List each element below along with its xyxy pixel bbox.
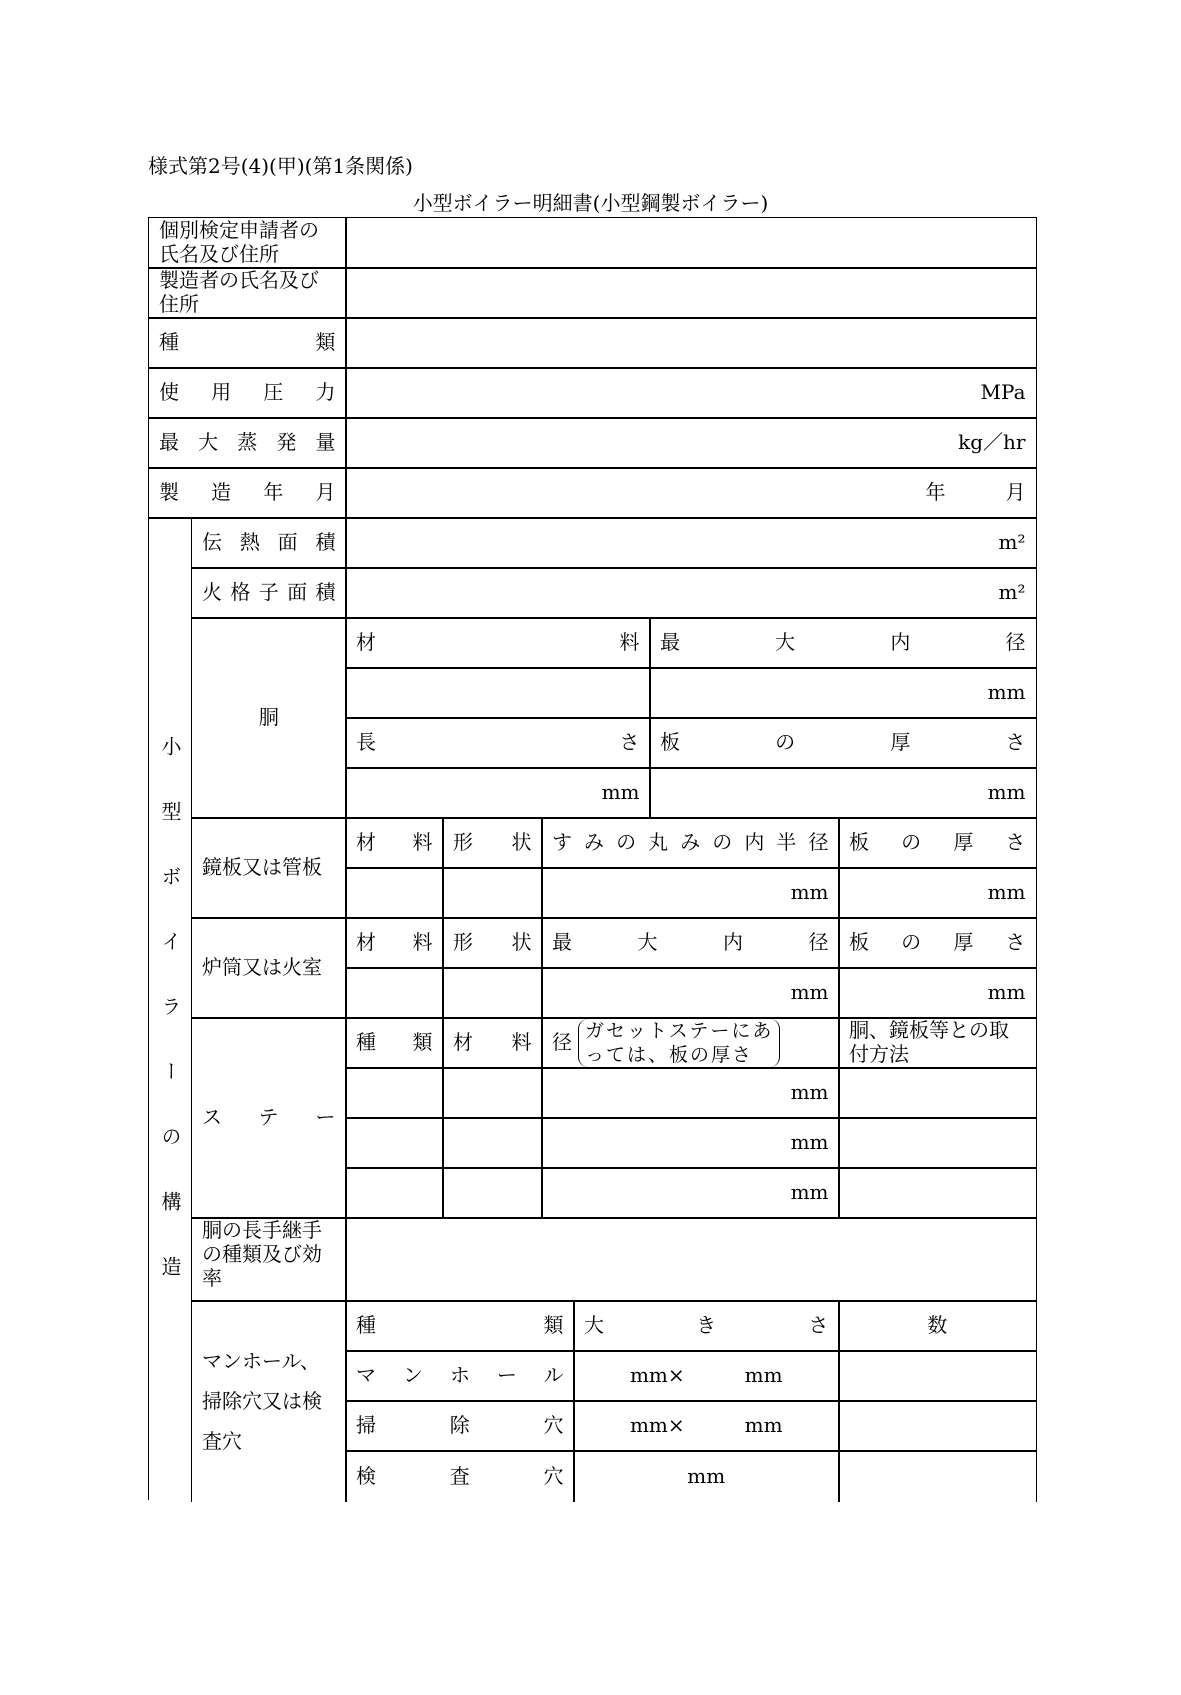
openings-label	[191, 1300, 347, 1502]
manhole-label	[345, 1350, 575, 1402]
date-value	[345, 467, 1037, 519]
openings-label-text: マンホール、掃除穴又は検査穴	[202, 1349, 322, 1454]
evaporation-value	[345, 417, 1037, 469]
stay-attachment-value	[838, 1167, 1037, 1219]
document-title: 小型ボイラー明細書(小型鋼製ボイラー)	[412, 191, 769, 215]
pressure-value	[345, 367, 1037, 419]
openings-type-header-text: 種類	[356, 1313, 564, 1338]
stay-attachment-header	[838, 1017, 1037, 1069]
shell-length-header	[345, 717, 651, 769]
stay-material-header-text: 材料	[453, 1030, 532, 1055]
grate-area-label-text: 火格子面積	[202, 580, 336, 605]
gusset-note-line2: っては、板の厚さ	[585, 1043, 754, 1066]
heating-surface-value	[345, 517, 1037, 569]
gusset-note	[552, 1019, 829, 1067]
shell-diameter-header-text: 最大内径	[660, 630, 1026, 655]
shell-thickness-header-text: 板の厚さ	[660, 730, 1026, 755]
furnace-material-header	[345, 917, 444, 969]
stay-diameter-value	[541, 1067, 840, 1119]
manhole-count	[838, 1350, 1037, 1402]
openings-size-header	[573, 1300, 840, 1352]
openings-count-header-text: 数	[927, 1313, 948, 1338]
pressure-label-text: 使用圧力	[159, 380, 336, 405]
end-plate-label-text: 鏡板又は管板	[202, 855, 322, 880]
shell-material-header	[345, 617, 651, 669]
stay-material-value	[442, 1167, 543, 1219]
inspection-hole-count	[838, 1450, 1037, 1502]
manhole-size	[573, 1350, 840, 1402]
furnace-diameter-value	[541, 967, 840, 1019]
furnace-shape-header	[442, 917, 543, 969]
applicant-value	[345, 217, 1037, 269]
openings-size-header-text: 大きさ	[584, 1313, 829, 1338]
cleaning-hole-label	[345, 1400, 575, 1452]
pressure-label	[148, 367, 347, 419]
shell-length-value-text: mm	[601, 780, 640, 805]
applicant-label	[148, 217, 347, 269]
stay-type-value	[345, 1117, 444, 1169]
stay-label-text: ステー	[202, 1105, 336, 1130]
manhole-size-text: mm× mm	[629, 1363, 783, 1388]
furnace-diameter-header	[541, 917, 840, 969]
end-plate-material-header	[345, 817, 444, 869]
end-plate-radius-header	[541, 817, 840, 869]
cleaning-hole-size-text: mm× mm	[629, 1413, 783, 1438]
stay-type-value	[345, 1167, 444, 1219]
manufacturer-value	[345, 267, 1037, 319]
stay-diameter-value-text: mm	[790, 1080, 829, 1105]
longitudinal-joint-value	[345, 1217, 1037, 1302]
end-plate-thickness-value	[838, 867, 1037, 919]
shell-material-value	[345, 667, 651, 719]
openings-type-header	[345, 1300, 575, 1352]
type-label-text: 種類	[159, 330, 336, 355]
date-label	[148, 467, 347, 519]
gusset-note-line1: ガセットステーにあ	[585, 1019, 774, 1042]
stay-material-value	[442, 1117, 543, 1169]
stay-attachment-value	[838, 1117, 1037, 1169]
end-plate-radius-value	[541, 867, 840, 919]
end-plate-material-header-text: 材料	[356, 830, 433, 855]
heating-surface-label	[191, 517, 347, 569]
shell-thickness-value	[649, 767, 1037, 819]
inspection-hole-size-text: mm	[687, 1463, 726, 1488]
shell-diameter-header	[649, 617, 1037, 669]
structure-section-label	[148, 517, 192, 1500]
furnace-label	[191, 917, 347, 1019]
shell-material-header-text: 材料	[356, 630, 640, 655]
end-plate-radius-header-text: すみの丸みの内半径	[552, 830, 829, 855]
furnace-diameter-header-text: 最大内径	[552, 930, 829, 955]
stay-diameter-header	[541, 1017, 840, 1069]
furnace-thickness-value	[838, 967, 1037, 1019]
stay-type-value	[345, 1067, 444, 1119]
furnace-thickness-value-text: mm	[987, 980, 1026, 1005]
grate-area-value	[345, 567, 1037, 619]
openings-count-header	[838, 1300, 1037, 1352]
cleaning-hole-count	[838, 1400, 1037, 1452]
inspection-hole-label	[345, 1450, 575, 1502]
evaporation-label-text: 最大蒸発量	[159, 430, 336, 455]
furnace-material-value	[345, 967, 444, 1019]
stay-material-header	[442, 1017, 543, 1069]
longitudinal-joint-label-text: 胴の長手継手の種類及び効率	[202, 1218, 322, 1290]
heating-surface-value-text: m²	[998, 530, 1026, 555]
end-plate-thickness-header-text: 板の厚さ	[849, 830, 1026, 855]
furnace-shape-header-text: 形状	[453, 930, 532, 955]
end-plate-shape-header-text: 形状	[453, 830, 532, 855]
stay-diameter-value-text: mm	[790, 1130, 829, 1155]
inspection-hole-size	[573, 1450, 840, 1502]
end-plate-shape-value	[442, 867, 543, 919]
end-plate-label	[191, 817, 347, 919]
date-value-text: 年 月	[925, 480, 1026, 505]
end-plate-radius-value-text: mm	[790, 880, 829, 905]
end-plate-material-value	[345, 867, 444, 919]
stay-diameter-value	[541, 1117, 840, 1169]
furnace-diameter-value-text: mm	[790, 980, 829, 1005]
furnace-thickness-header-text: 板の厚さ	[849, 930, 1026, 955]
date-label-text: 製造年月	[159, 480, 336, 505]
shell-length-header-text: 長さ	[356, 730, 640, 755]
stay-attachment-value	[838, 1067, 1037, 1119]
furnace-label-text: 炉筒又は火室	[202, 955, 322, 980]
gusset-note-text	[578, 1019, 780, 1067]
shell-label-text: 胴	[258, 705, 279, 730]
stay-type-header-text: 種類	[356, 1030, 433, 1055]
shell-diameter-value	[649, 667, 1037, 719]
shell-thickness-header	[649, 717, 1037, 769]
grate-area-value-text: m²	[998, 580, 1026, 605]
furnace-shape-value	[442, 967, 543, 1019]
cleaning-hole-label-text: 掃除穴	[356, 1413, 564, 1438]
furnace-thickness-header	[838, 917, 1037, 969]
cleaning-hole-size	[573, 1400, 840, 1452]
applicant-label-text: 個別検定申請者の氏名及び住所	[159, 218, 319, 266]
furnace-material-header-text: 材料	[356, 930, 433, 955]
grate-area-label	[191, 567, 347, 619]
stay-diameter-value-text: mm	[790, 1180, 829, 1205]
diameter-label: 径	[552, 1030, 572, 1055]
heating-surface-label-text: 伝熱面積	[202, 530, 336, 555]
form-number: 様式第2号(4)(甲)(第1条関係)	[148, 154, 413, 178]
stay-label	[191, 1017, 347, 1219]
shell-diameter-value-text: mm	[987, 680, 1026, 705]
stay-type-header	[345, 1017, 444, 1069]
shell-label	[191, 617, 347, 819]
longitudinal-joint-label	[191, 1217, 347, 1302]
manhole-label-text: マンホール	[356, 1363, 564, 1388]
type-label	[148, 317, 347, 369]
end-plate-shape-header	[442, 817, 543, 869]
manufacturer-label-text: 製造者の氏名及び住所	[159, 268, 319, 316]
stay-material-value	[442, 1067, 543, 1119]
shell-thickness-value-text: mm	[987, 780, 1026, 805]
end-plate-thickness-value-text: mm	[987, 880, 1026, 905]
pressure-value-text: MPa	[980, 380, 1026, 405]
shell-length-value	[345, 767, 651, 819]
inspection-hole-label-text: 検査穴	[356, 1463, 564, 1488]
end-plate-thickness-header	[838, 817, 1037, 869]
structure-label-text: 小型ボイラーの構造	[158, 736, 182, 1321]
stay-attachment-header-text: 胴、鏡板等との取付方法	[849, 1018, 1009, 1066]
evaporation-value-text: kg／hr	[958, 430, 1026, 455]
stay-diameter-value	[541, 1167, 840, 1219]
type-value	[345, 317, 1037, 369]
manufacturer-label	[148, 267, 347, 319]
evaporation-label	[148, 417, 347, 469]
